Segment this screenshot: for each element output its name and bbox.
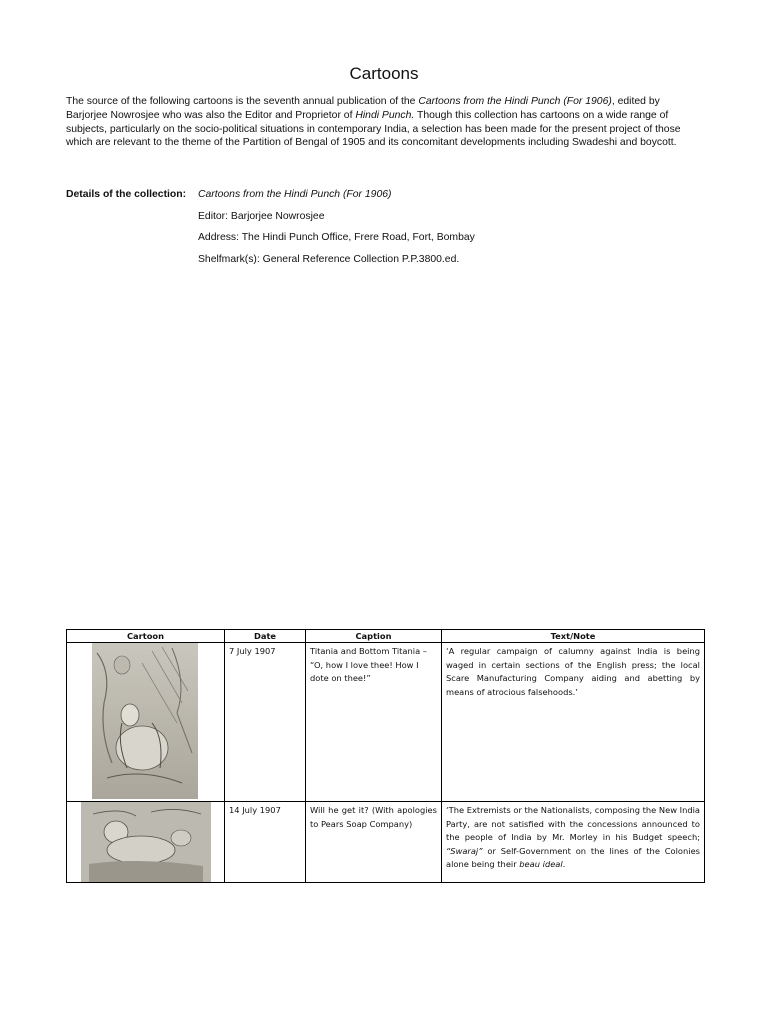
details-address: Address: The Hindi Punch Office, Frere Road, Fort, Bombay (198, 232, 475, 243)
date-cell: 7 July 1907 (225, 643, 306, 802)
cartoon-image-will-he-get-it (81, 802, 211, 882)
cartoon-cell (67, 643, 225, 802)
header-caption: Caption (306, 630, 442, 643)
intro-paragraph (66, 95, 704, 150)
table-header-row (67, 630, 705, 643)
note-text: ‘The Extremists or the Nationalists, composing the New India Party, are not satisfied with the concessions announced to the people of India by Mr. Morley in his Budget speech; (446, 805, 700, 843)
details-row-editor (66, 211, 706, 233)
caption-cell: Titania and Bottom Titania – “O, how I love thee! How I dote on thee!” (306, 643, 442, 802)
details-row-collection (66, 189, 706, 211)
table-row (67, 802, 705, 883)
cartoon-cell (67, 802, 225, 883)
caption-cell: Will he get it? (With apologies to Pears Soap Company) (306, 802, 442, 883)
header-cartoon: Cartoon (67, 630, 225, 643)
details-row-address (66, 232, 706, 254)
details-label: Details of the collection: (66, 189, 187, 200)
intro-paper-name: Hindi Punch. (355, 109, 415, 121)
cartoons-table (66, 629, 705, 883)
intro-text-3: Though this collection has cartoons on a wide range of subjects, particularly on the socio-political situations in contemporary India, a selection has been made for the present project of those which are relevant to the theme of the Partition of Bengal of 1905 and its concomitant developments including Swadeshi and boycott. (66, 109, 681, 149)
page-title: Cartoons (349, 64, 419, 83)
cartoon-image-titania (92, 643, 198, 799)
intro-text-2: , edited by Barjorjee Nowrosjee who was also the Editor and Proprietor of (66, 96, 660, 121)
details-collection: Cartoons from the Hindi Punch (For 1906) (198, 189, 392, 200)
details-row-shelfmark (66, 254, 706, 276)
note-beau-ideal: beau ideal (519, 859, 563, 870)
date-cell: 14 July 1907 (225, 802, 306, 883)
intro-book-title: Cartoons from the Hindi Punch (For 1906) (418, 96, 612, 107)
collection-details (66, 189, 706, 275)
note-text: ‘A regular campaign of calumny against India is being waged in certain sections of the English press; the local Scare Manufacturing Company aiding and abetting by means of atrocious falsehoods.’ (446, 646, 700, 697)
note-swaraj: “Swaraj” (446, 845, 483, 856)
header-date: Date (225, 630, 306, 643)
table-row (67, 643, 705, 802)
note-cell (442, 643, 705, 802)
note-text: . (562, 859, 566, 870)
note-cell (442, 802, 705, 883)
intro-text-1: The source of the following cartoons is the seventh annual publication of the (66, 96, 419, 107)
header-text-note: Text/Note (442, 630, 705, 643)
note-text: or Self-Government on the lines of the Colonies alone being their (446, 845, 700, 870)
details-shelfmark: Shelfmark(s): General Reference Collection P.P.3800.ed. (198, 253, 460, 265)
details-editor: Editor: Barjorjee Nowrosjee (198, 210, 325, 222)
